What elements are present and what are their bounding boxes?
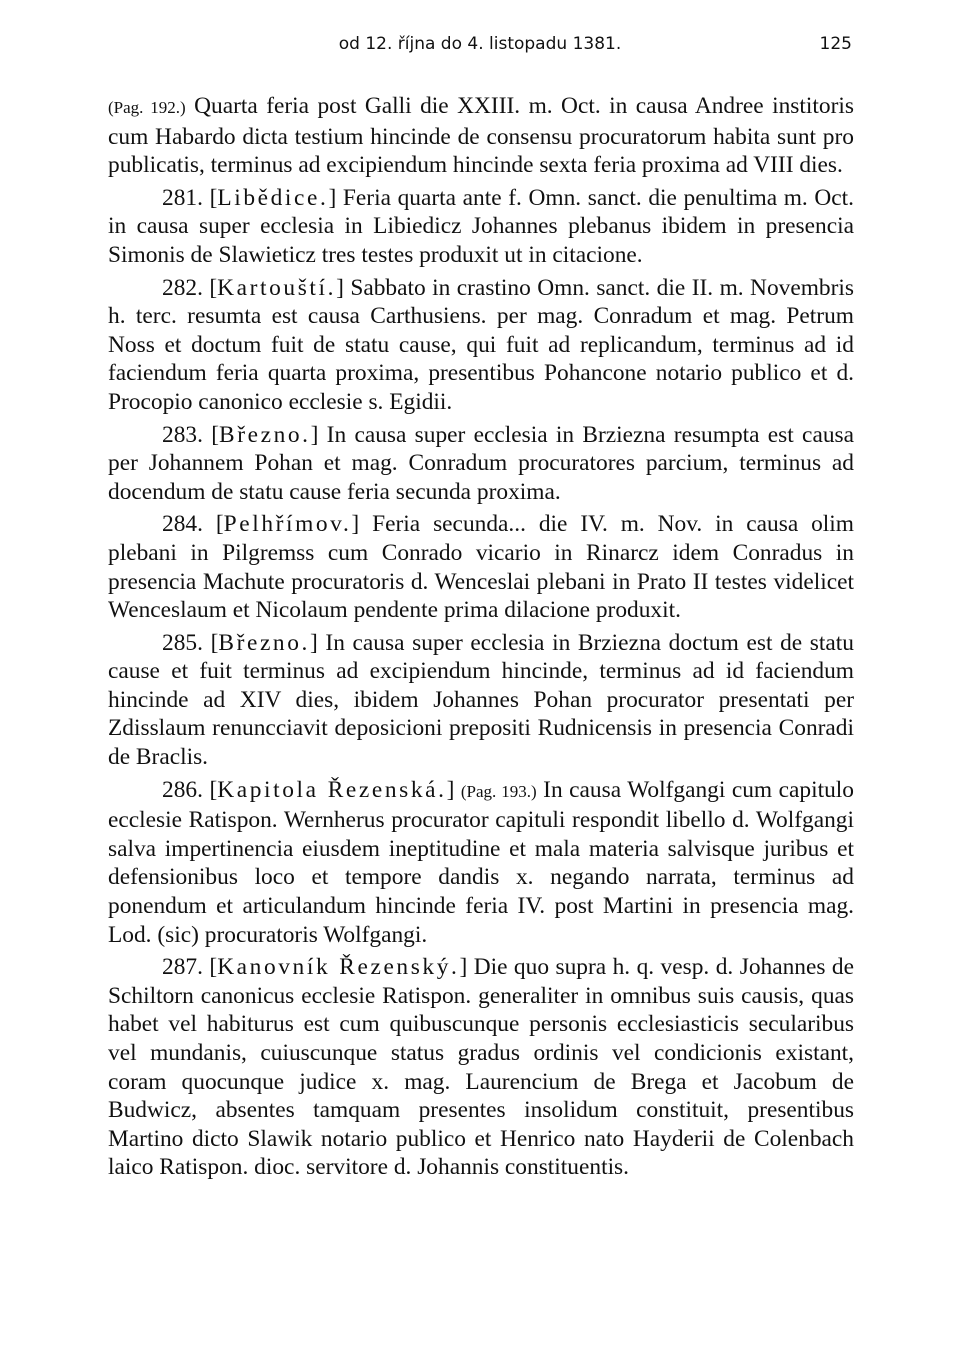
entry-paragraph: 284. [Pelhřímov.] Feria secunda... die IV. m. Nov. in causa olim plebani in Pilgremss cum Conrado vicario in Rinarcz idem Conradus in presencia Machute procuratoris d. Wenceslai plebani in Prato II testes videlicet Wenceslaum et Nicolaum pendente prima dilacione produxit. xyxy=(108,511,854,624)
entry-paragraph xyxy=(108,92,854,180)
body-text xyxy=(108,92,854,1186)
entry-text: In causa Wolfgangi cum capitulo ecclesie Ratispon. Wernherus procurator capituli respondit libello d. Wolfgangi salva impertinencia eiusdem ineptitudine et mala materia salvisque juribus et defensionibus loco et tempore dandis x. negando narrata, terminus ad ponendum et articulandum hincinde feria IV. post Martini in presencia mag. Lod. (sic) procuratoris Wolfgangi. xyxy=(108,776,854,948)
entry-paragraph: 281. [Libědice.] Feria quarta ante f. Omn. sanct. die penultima m. Oct. in causa super ecclesia in Libiedicz Johannes plebanus ibidem in presencia Simonis de Slawieticz tres testes produxit ut in citacione. xyxy=(108,184,855,268)
entry-text: Die quo supra h. q. vesp. d. Johannes de Schiltorn canonicus ecclesie Ratispon. generaliter in omnibus suis causis, quas habet vel habiturus est cum quibuscunque personis ecclesiasticis secularibus vel mundanis, cuiuscunque status gradus ordinis vel condicionis existant, coram quocunque judice x. mag. Laurencium de Brega et Jacobum de Budwicz, absentes tamquam presentes insolidum constituit, presentibus Martino dicto Slawik notario publico et Henrico nato Hayderii de Colenbach laico Ratispon. dioc. servitore d. Johannis constituentis. xyxy=(108,954,854,1181)
place-name: Březno. xyxy=(218,629,310,656)
entry-text: Sabbato in crastino Omn. sanct. die II. m. Novembris h. terc. resumta est causa Carthusiens. per mag. Conradum et mag. Petrum Noss et doctum fuit de statu cause, qui fuit ad replicandum, terminus ad id faciendum feria quarta proxima, presentibus Pohancone notario publico et d. Procopio canonico ecclesie s. Egidii. xyxy=(108,274,854,415)
page-number: 125 xyxy=(819,34,852,54)
entry-text: Feria quarta ante f. Omn. sanct. die penultima m. Oct. in causa super ecclesia in Libiedicz Johannes plebanus ibidem in presencia Simonis de Slawieticz tres testes produxit ut in citacione. xyxy=(108,184,855,268)
entry-text: In causa super ecclesia in Brziezna doctum est de statu cause et fuit terminus ad excipiendum hincinde, terminus ad id faciendum hincinde ad XIV dies, ibidem Johannes Pohan procurator presentati per Zdisslaum renuncciavit deposicioni prepositi Rudnicensis in presencia Conradi de Braclis. xyxy=(108,629,854,771)
entry-number: 286. xyxy=(162,776,203,803)
place-name: Kartouští. xyxy=(217,274,337,301)
entry-paragraph: 287. [Kanovník Řezenský.] Die quo supra h. q. vesp. d. Johannes de Schiltorn canonicus ecclesie Ratispon. generaliter in omnibus suis causis, quas habet vel habiturus est cum quibuscunque personis ecclesiasticis secularibus vel mundanis, cuiuscunque status gradus ordinis vel condicionis existant, coram quocunque judice x. mag. Laurencium de Brega et Jacobum de Budwicz, absentes tamquam presentes insolidum constituit, presentibus Martino dicto Slawik notario publico et Henrico nato Hayderii de Colenbach laico Ratispon. dioc. servitore d. Johannis constituentis. xyxy=(108,954,854,1181)
page-reference: (Pag. 192.) xyxy=(108,98,186,117)
place-name: Libědice. xyxy=(217,184,329,211)
entry-number: 285. xyxy=(162,629,203,656)
page-reference: (Pag. 193.) xyxy=(460,781,537,801)
entry-number: 281. xyxy=(162,184,203,211)
place-name: Pelhřímov. xyxy=(223,511,352,538)
entry-paragraph: 285. [Březno.] In causa super ecclesia in Brziezna doctum est de statu cause et fuit terminus ad excipiendum hincinde, terminus ad id faciendum hincinde ad XIV dies, ibidem Johannes Pohan procurator presentati per Zdisslaum renuncciavit deposicioni prepositi Rudnicensis in presencia Conradi de Braclis. xyxy=(108,629,854,771)
entry-paragraph: 282. [Kartouští.] Sabbato in crastino Omn. sanct. die II. m. Novembris h. terc. resumta est causa Carthusiens. per mag. Conradum et mag. Petrum Noss et doctum fuit de statu cause, qui fuit ad replicandum, terminus ad id faciendum feria quarta proxima, presentibus Pohancone notario publico et d. Procopio canonico ecclesie s. Egidii. xyxy=(108,274,854,415)
entry-text: Quarta feria post Galli die XXIII. m. Oct. in causa Andree institoris cum Habardo dicta testium hincinde de consensu procuratorum habita sunt pro publicatis, terminus ad excipiendum hincinde sexta feria proxima ad VIII dies. xyxy=(108,93,854,179)
place-name: Březno. xyxy=(219,421,311,448)
entry-number: 284. xyxy=(162,511,203,538)
entry-number: 283. xyxy=(162,421,203,448)
place-name: Kanovník Řezenský. xyxy=(217,954,460,981)
entry-paragraph: 283. [Březno.] In causa super ecclesia in Brziezna resumpta est causa per Johannem Pohan et mag. Conradum procuratores parcium, terminus ad docendum de statu cause feria secunda proxima. xyxy=(108,421,855,505)
entry-paragraph: 286. [Kapitola Řezenská.] (Pag. 193.) In causa Wolfgangi cum capitulo ecclesie Ratispon. Wernherus procurator capituli respondit libello d. Wolfgangi salva impertinencia eiusdem ineptitudine et mala materia salvisque juribus et defensionibus loco et tempore dandis x. negando narrata, terminus ad ponendum et articulandum hincinde feria IV. post Martini in presencia mag. Lod. (sic) procuratoris Wolfgangi. xyxy=(108,776,854,948)
entry-text: Feria secunda... die IV. m. Nov. in causa olim plebani in Pilgremss cum Conrado vicario in Rinarcz idem Conradus in presencia Machute procuratoris d. Wenceslai plebani in Prato II testes videlicet Wenceslaum et Nicolaum pendente prima dilacione produxit. xyxy=(108,511,854,624)
place-name: Kapitola Řezenská. xyxy=(217,776,447,803)
entry-number: 282. xyxy=(162,274,203,301)
running-head xyxy=(108,30,852,60)
entry-text: In causa super ecclesia in Brziezna resumpta est causa per Johannem Pohan et mag. Conradum procuratores parcium, terminus ad docendum de statu cause feria secunda proxima. xyxy=(108,421,855,505)
entry-number: 287. xyxy=(162,954,203,981)
running-title: od 12. října do 4. listopadu 1381. xyxy=(338,34,622,54)
